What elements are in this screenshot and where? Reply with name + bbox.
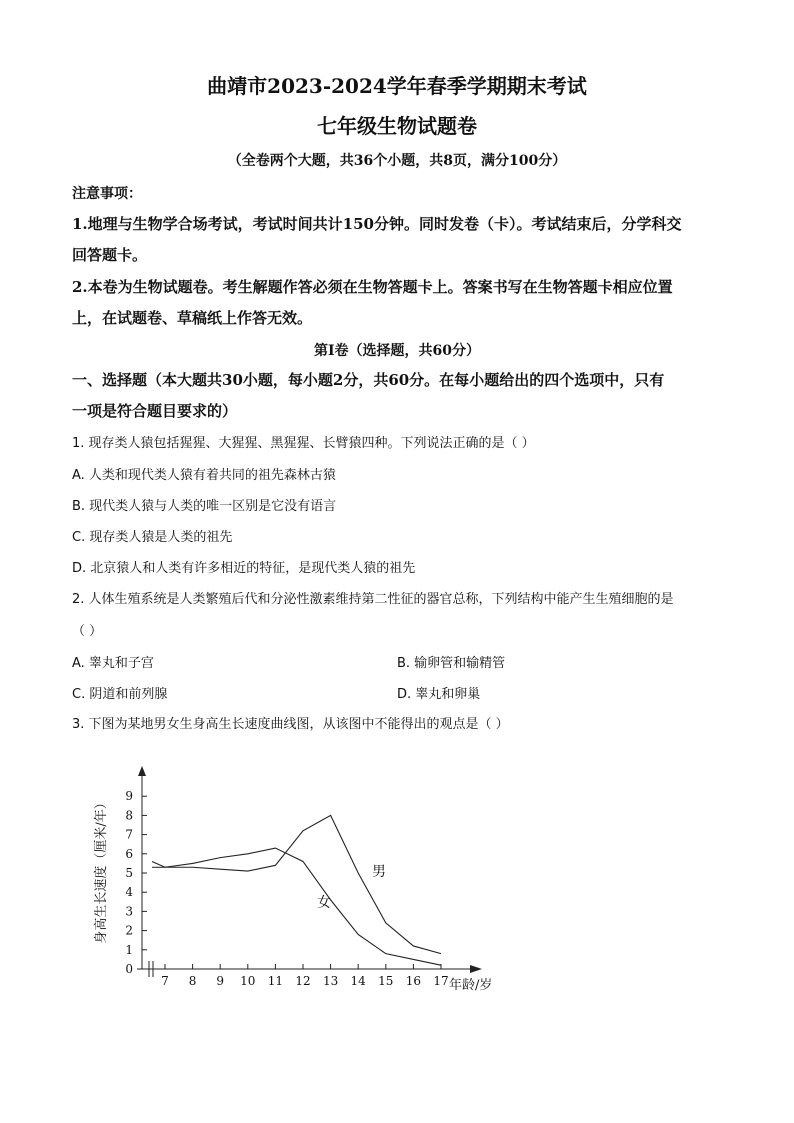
note2-line2: 上，在试题卷、草稿纸上作答无效。 [72, 309, 313, 327]
q1-option-a: A. 人类和现代类人猿有着共同的祖先森林古猿 [72, 468, 336, 483]
q1-option-c: C. 现存类人猿是人类的祖先 [72, 530, 233, 545]
y-tick-label: 7 [125, 827, 133, 842]
notes-heading: 注意事项： [72, 186, 142, 202]
y-tick-label: 2 [125, 923, 133, 938]
x-tick-label: 8 [188, 974, 197, 988]
x-tick-label: 14 [350, 974, 366, 988]
y-axis-arrow [138, 766, 146, 776]
series-label-female: 女 [317, 895, 331, 911]
x-tick-label: 11 [267, 974, 284, 988]
note2-line1: 2.本卷为生物试题卷。考生解题作答必须在生物答题卡上。答案书写在生物答题卡相应位置 [72, 278, 673, 296]
exam-subtitle: 七年级生物试题卷 [317, 114, 477, 138]
y-axis-label: 身高生长速度（厘米/年） [94, 796, 109, 944]
x-tick-label: 12 [295, 974, 311, 988]
section-heading: 第Ⅰ卷（选择题，共60分） [313, 343, 481, 359]
x-tick-label: 16 [405, 974, 422, 988]
y-tick-label: 8 [125, 808, 133, 823]
y-tick-label: 1 [125, 942, 133, 957]
q2-option-d: D. 睾丸和卵巢 [397, 687, 481, 702]
series-line-female [152, 848, 441, 965]
q1-stem: 1. 现存类人猿包括猩猩、大猩猩、黑猩猩、长臂猿四种。下列说法正确的是（ ） [72, 436, 535, 451]
exam-info: （全卷两个大题，共36个小题，共8页，满分100分） [227, 153, 567, 169]
section-instr-line1: 一、选择题（本大题共30小题，每小题2分，共60分。在每小题给出的四个选项中，只有 [72, 371, 665, 389]
x-axis-arrow [470, 965, 482, 973]
y-tick-label: 6 [125, 846, 133, 861]
y-tick-label: 4 [125, 885, 133, 900]
q1-option-d: D. 北京猿人和人类有许多相近的特征，是现代类人猿的祖先 [72, 561, 416, 576]
x-tick-label: 9 [216, 974, 225, 988]
x-tick-label: 7 [161, 974, 169, 988]
x-tick-label: 15 [378, 974, 394, 988]
x-tick-label: 17 [433, 974, 449, 988]
section-instr-line2: 一项是符合题目要求的） [72, 402, 238, 420]
series-line-male [152, 815, 441, 953]
q2-stem-bracket: （ ） [72, 624, 103, 639]
x-tick-label: 13 [322, 974, 339, 988]
q2-option-b: B. 输卵管和输精管 [397, 656, 506, 671]
x-tick-label: 10 [240, 974, 256, 988]
y-tick-label: 5 [125, 866, 133, 880]
q1-option-b: B. 现代类人猿与人类的唯一区别是它没有语言 [72, 499, 337, 514]
growth-speed-chart [85, 760, 525, 1000]
q2-option-a: A. 睾丸和子宫 [72, 656, 154, 671]
exam-title: 曲靖市2023-2024学年春季学期期末考试 [207, 74, 587, 98]
q3-stem: 3. 下图为某地男女生身高生长速度曲线图，从该图中不能得出的观点是（ ） [72, 717, 509, 732]
series-label-male: 男 [372, 864, 386, 880]
y-tick-label: 9 [125, 789, 133, 804]
y-tick-label: 0 [125, 962, 133, 976]
note1-line1: 1.地理与生物学合场考试，考试时间共计150分钟。同时发卷（卡）。考试结束后，分学科交 [72, 215, 682, 233]
q2-option-c: C. 阴道和前列腺 [72, 687, 168, 702]
note1-line2: 回答题卡。 [72, 246, 148, 264]
q2-stem: 2. 人体生殖系统是人类繁殖后代和分泌性激素维持第二性征的器官总称，下列结构中能产生生殖细胞的是 [72, 592, 674, 607]
y-tick-label: 3 [125, 904, 133, 919]
x-axis-label: 年龄/岁 [449, 978, 493, 993]
